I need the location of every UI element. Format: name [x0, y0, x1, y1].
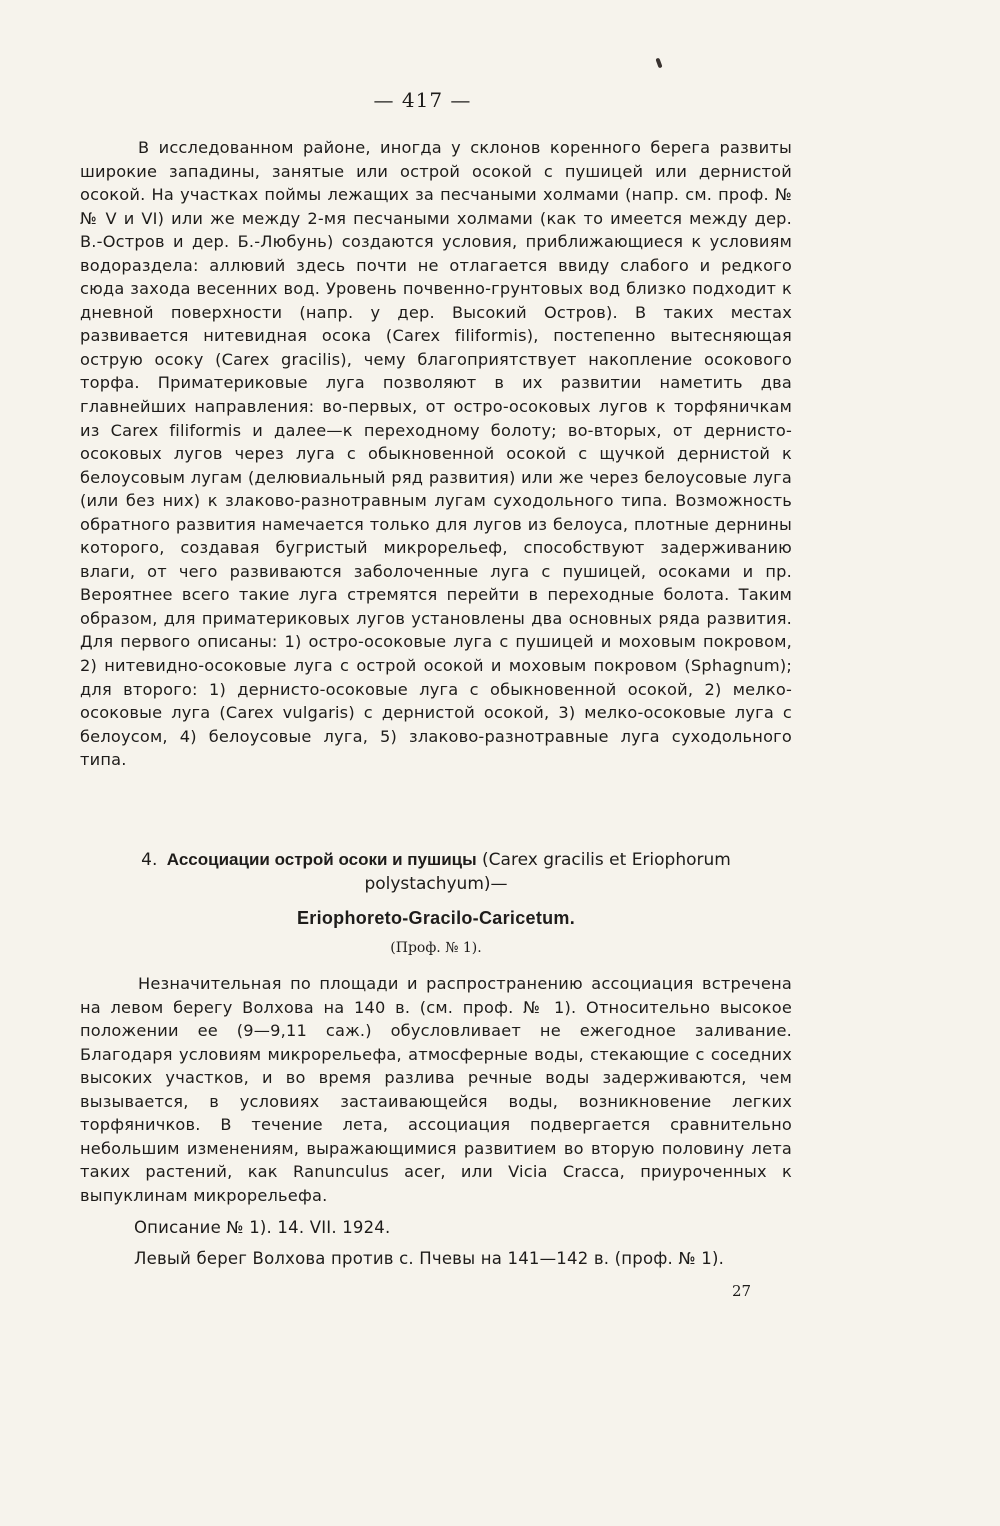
association-name: Eriophoreto-Gracilo-Caricetum. [296, 908, 576, 928]
page-number: — 417 — [373, 88, 472, 112]
section-number: 4. [141, 850, 158, 870]
description-line: Описание № 1). 14. VII. 1924. [134, 1218, 391, 1237]
signature-mark: 27 [732, 1282, 752, 1300]
location-line: Левый берег Волхова против с. Пчевы на 141—142 в. (проф. № 1). [134, 1249, 725, 1268]
profile-reference: (Проф. № 1). [390, 940, 482, 956]
section-heading [80, 848, 792, 896]
section-title-bold: Ассоциации острой осоки и пушицы [166, 850, 477, 869]
section-paragraph: Незначительная по площади и распространению ассоциация встречена на левом берегу Волхова на 140 в. (см. проф. № 1). Относительно высокое положении ее (9—9,11 саж.) обусловливает не ежегодное заливание. Благодаря условиям микрорельефа, атмосферные воды, стекающие с соседних высоких участков, и во время разлива речные воды задерживаются, чем вызывается, в условиях застаивающейся воды, возникновение легких торфяничков. В течение лета, ассоциация подвергается сравнительно небольшим изменениям, выражающимися развитием во вторую половину лета таких растений, как Ranunculus acer, или Vicia Cracca, приуроченных к выпуклинам микрорельефа. [80, 974, 792, 1205]
section-title-latin: (Carex gracilis et Eriophorum polystachyum)— [364, 850, 731, 894]
intro-paragraph-block [80, 136, 792, 772]
ink-speck [655, 58, 662, 69]
section-paragraph-block [80, 972, 792, 1207]
intro-paragraph: В исследованном районе, иногда у склонов коренного берега развиты широкие западины, занятые или острой осокой с пушицей или дернистой осокой. На участках поймы лежащих за песчаными холмами (напр. см. проф. №№ V и VI) или же между 2-мя песчаными холмами (как то имеется между дер. В.-Остров и дер. Б.-Любунь) создаются условия, приближающиеся к условиям водораздела: аллювий здесь почти не отлагается ввиду слабого и редкого сюда захода весенних вод. Уровень почвенно-грунтовых вод близко подходит к дневной поверхности (напр. у дер. Высокий Остров). В таких местах развивается нитевидная осока (Carex filiformis), постепенно вытесняющая острую осоку (Carex gracilis), чему благоприятствует накопление осокового торфа. Приматериковые луга позволяют в их развитии наметить два главнейших направления: во-первых, от остро-осоковых лугов к торфяничкам из Carex filiformis и далее—к переходному болоту; во-вторых, от дернисто-осоковых лугов через луга с обыкновенной осокой с щучкой дернистой к белоусовым лугам (делювиальный ряд развития) или же через белоусовые луга (или без них) к злаково-разнотравным лугам суходольного типа. Возможность обратного развития намечается только для лугов из белоуса, плотные дернины которого, создавая бугристый микрорельеф, способствуют задерживанию влаги, от чего развиваются заболоченные луга с пушицей, осоками и пр. Вероятнее всего такие луга стремятся перейти в переходные болота. Таким образом, для приматериковых лугов установлены два основных ряда развития. Для первого описаны: 1) остро-осоковые луга с пушицей и моховым покровом, 2) нитевидно-осоковые луга с острой осокой и моховым покровом (Sphagnum); для второго: 1) дернисто-осоковые луга с обыкновенной осокой, 2) мелко-осоковые луга (Carex vulgaris) с дернистой осокой, 3) мелко-осоковые луга с белоусом, 4) белоусовые луга, 5) злаково-разнотравные луга суходольного типа. [80, 138, 792, 770]
